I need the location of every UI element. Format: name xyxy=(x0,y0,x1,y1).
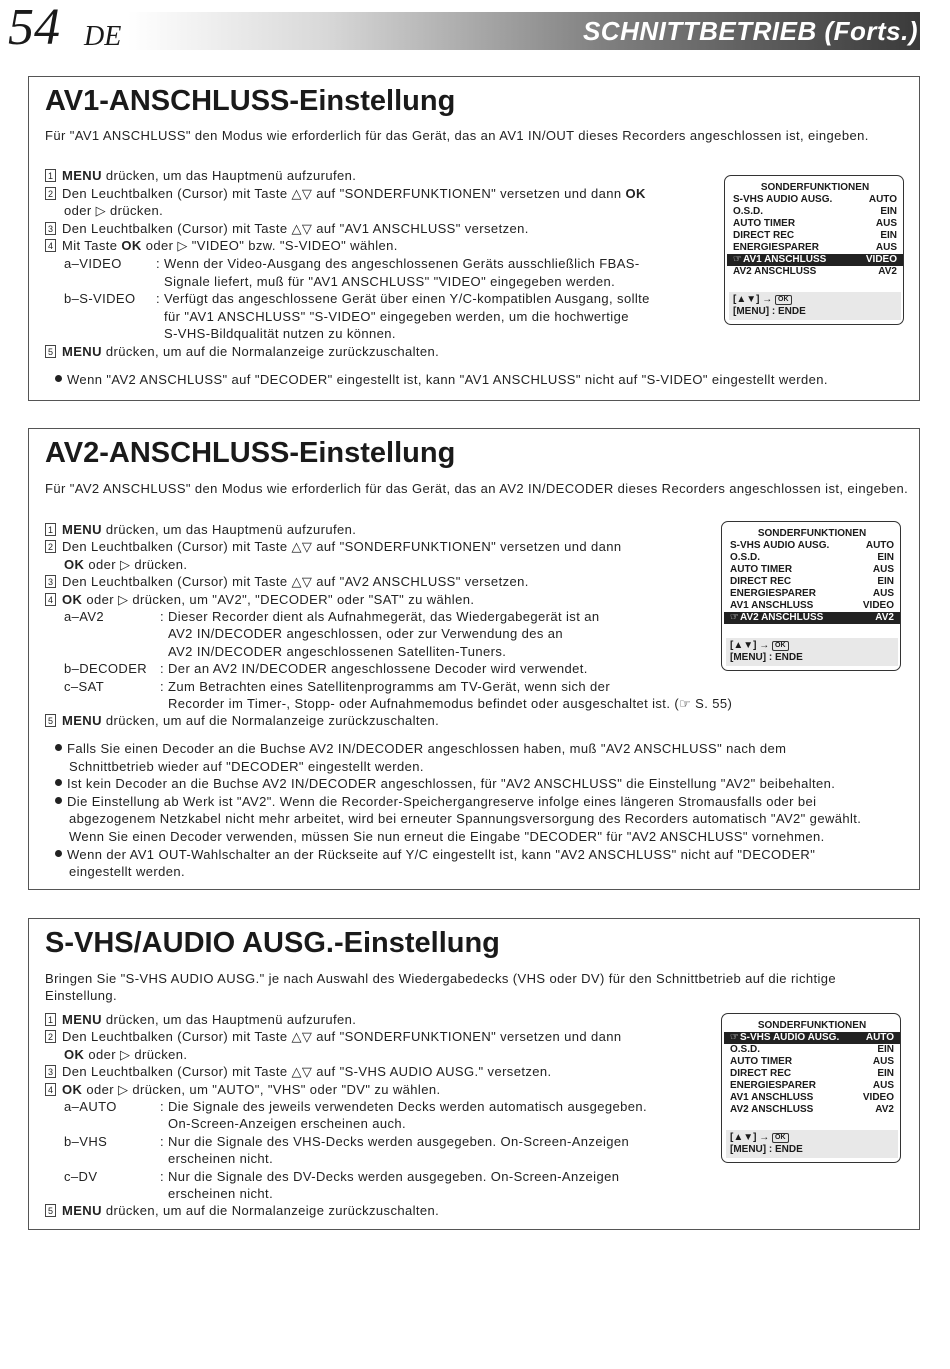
key-label: OK xyxy=(64,1046,85,1062)
step-number: 1 xyxy=(45,1013,56,1026)
menu-footer-end: [MENU] : ENDE xyxy=(730,652,803,663)
menu-row-value: AUS xyxy=(872,588,894,599)
page-title: SCHNITTBETRIEB (Forts.) xyxy=(582,16,918,46)
instruction-text: AV2 IN/DECODER angeschlossen, oder zur Verwendung des an xyxy=(168,626,564,642)
menu-row xyxy=(730,540,894,552)
menu-row xyxy=(730,1068,894,1080)
key-label: MENU xyxy=(62,522,102,537)
section-title: AV2-ANSCHLUSS-Einstellung xyxy=(45,437,456,469)
step-number: 3 xyxy=(45,575,56,588)
menu-row xyxy=(730,588,894,600)
instruction-text: : Wenn der Video-Ausgang des angeschlossenen Geräts ausschließlich FBAS- xyxy=(156,256,640,271)
sonderfunktionen-menu xyxy=(724,175,904,325)
note-line xyxy=(55,846,815,863)
menu-row-label: DIRECT REC xyxy=(730,1068,792,1079)
step-number: 5 xyxy=(45,714,56,727)
key-label: OK xyxy=(121,238,142,254)
instruction-text: für "AV1 ANSCHLUSS" "S-VIDEO" eingegeben werden, um die hochwertige xyxy=(164,308,629,324)
instruction-line xyxy=(64,678,610,695)
option-label: c–DV xyxy=(64,1168,98,1184)
menu-row-label: ENERGIESPARER xyxy=(730,1080,816,1091)
option-label: a–AV2 xyxy=(64,609,105,624)
key-label: MENU xyxy=(62,1012,102,1027)
section-title: S-VHS/AUDIO AUSG.-Einstellung xyxy=(45,927,500,959)
instruction-line xyxy=(164,325,396,342)
sonderfunktionen-menu xyxy=(721,521,901,671)
menu-row-value: EIN xyxy=(880,206,897,217)
menu-row-label: AV1 ANSCHLUSS xyxy=(730,1092,814,1103)
instruction-text: S-VHS-Bildqualität nutzen zu können. xyxy=(164,326,396,342)
note-text: Wenn der AV1 OUT-Wahlschalter an der Rückseite auf Y/C eingestellt ist, kann "AV2 ANSCHLUSS" nicht auf "DECODER" xyxy=(67,846,816,862)
instruction-line xyxy=(45,343,439,360)
pointer-hand-icon: ☞ xyxy=(730,612,739,623)
note-text: Die Einstellung ab Werk ist "AV2". Wenn die Recorder-Speichergangreserve infolge eines längeren Stromausfalls oder bei xyxy=(67,793,817,809)
instruction-line xyxy=(64,255,640,272)
menu-row-label: S-VHS AUDIO AUSG. xyxy=(733,194,833,205)
note-text: Ist kein Decoder an die Buchse AV2 IN/DECODER angeschlossen, für "AV2 ANSCHLUSS" die Einstellung "AV2" beibehalten. xyxy=(67,776,836,792)
instruction-text: : Die Signale des jeweils verwendeten Decks werden automatisch ausgegeben. xyxy=(160,1099,648,1114)
menu-row-value: AUTO xyxy=(868,194,897,205)
menu-row xyxy=(733,266,897,278)
step-number: 3 xyxy=(45,222,56,235)
note-line xyxy=(69,758,424,775)
nav-arrows-icon: [▲▼] → xyxy=(733,294,776,305)
section-intro: Bringen Sie "S-VHS AUDIO AUSG." je nach Auswahl des Wiedergabedecks (VHS oder DV) für den Schnittbetrieb auf die richtige Einstellung. xyxy=(45,971,837,1003)
instruction-text: : Nur die Signale des DV-Decks werden ausgegeben. On-Screen-Anzeigen xyxy=(160,1168,620,1184)
instruction-line xyxy=(168,695,732,712)
menu-row xyxy=(733,218,897,230)
option-label: b–S-VIDEO xyxy=(64,291,136,307)
instruction-line xyxy=(45,573,529,590)
bullet-icon xyxy=(55,850,62,857)
menu-row xyxy=(730,576,894,588)
step-number: 2 xyxy=(45,187,56,200)
menu-row xyxy=(733,230,897,242)
key-label: MENU xyxy=(62,713,102,729)
key-label: MENU xyxy=(62,344,102,359)
nav-arrows-icon: [▲▼] → xyxy=(730,640,773,651)
menu-row-label: AUTO TIMER xyxy=(730,564,793,575)
menu-row-label: S-VHS AUDIO AUSG. xyxy=(730,540,830,551)
instruction-line xyxy=(45,1063,552,1080)
menu-row-value: EIN xyxy=(877,1044,894,1055)
instruction-line xyxy=(64,202,163,219)
instruction-text: : Verfügt das angeschlossene Gerät über einen Y/C-kompatiblen Ausgang, sollte xyxy=(156,291,650,307)
menu-row-value: AUS xyxy=(872,1056,894,1067)
instruction-line xyxy=(64,608,600,625)
menu-row-label: AV2 ANSCHLUSS xyxy=(730,1104,814,1115)
instruction-line xyxy=(45,220,529,237)
note-line xyxy=(55,775,835,792)
instruction-text: erscheinen nicht. xyxy=(168,1151,274,1167)
menu-row-value: VIDEO xyxy=(862,600,894,611)
instruction-text: drücken, um das Hauptmenü aufzurufen. xyxy=(101,168,357,183)
nav-arrows-icon: [▲▼] → xyxy=(730,1132,773,1143)
menu-row xyxy=(730,1104,894,1116)
instruction-text: Den Leuchtbalken (Cursor) mit Taste △▽ auf "S-VHS AUDIO AUSG." versetzen. xyxy=(62,1064,552,1080)
note-text: Wenn "AV2 ANSCHLUSS" auf "DECODER" eingestellt ist, kann "AV1 ANSCHLUSS" nicht auf "S-VIDEO" eingestellt werden. xyxy=(67,372,828,387)
menu-row-label: O.S.D. xyxy=(733,206,764,217)
instruction-line xyxy=(168,1115,406,1132)
key-label: OK xyxy=(625,185,646,201)
menu-row xyxy=(733,194,897,206)
step-number: 2 xyxy=(45,540,56,553)
note-text: eingestellt werden. xyxy=(69,864,185,880)
instruction-line xyxy=(64,556,187,573)
option-label: a–AUTO xyxy=(64,1099,117,1114)
menu-row-selected xyxy=(727,254,903,266)
instruction-line xyxy=(64,290,650,307)
instruction-line xyxy=(45,167,356,184)
instruction-text: drücken, um auf die Normalanzeige zurückzuschalten. xyxy=(101,1203,440,1219)
pointer-hand-icon: ☞ xyxy=(733,254,742,265)
instruction-line xyxy=(45,1011,356,1028)
note-line xyxy=(69,828,825,845)
menu-row-value: AUS xyxy=(875,218,897,229)
menu-row-value: VIDEO xyxy=(865,254,897,265)
menu-footer xyxy=(729,292,901,320)
menu-row xyxy=(730,1044,894,1056)
bullet-icon xyxy=(55,797,62,804)
note-line xyxy=(69,863,185,880)
bullet-icon xyxy=(55,779,62,786)
instruction-text: Signale liefert, muß für "AV1 ANSCHLUSS" "VIDEO" eingegeben werden. xyxy=(164,273,616,289)
instruction-text: : Nur die Signale des VHS-Decks werden ausgegeben. On-Screen-Anzeigen xyxy=(160,1133,630,1149)
instruction-text: Recorder im Timer-, Stopp- oder Aufnahmemodus befindet oder ausgeschaltet ist. (☞ S. 55) xyxy=(168,696,733,711)
instruction-text: Den Leuchtbalken (Cursor) mit Taste △▽ auf "AV2 ANSCHLUSS" versetzen. xyxy=(62,574,529,590)
menu-row-label: AUTO TIMER xyxy=(730,1056,793,1067)
instruction-text: drücken, um das Hauptmenü aufzurufen. xyxy=(101,522,357,537)
option-label: a–VIDEO xyxy=(64,256,122,271)
step-number: 1 xyxy=(45,169,56,182)
page-header xyxy=(0,0,950,58)
instruction-line xyxy=(64,1046,187,1063)
instruction-text: drücken, um auf die Normalanzeige zurückzuschalten. xyxy=(101,344,440,359)
menu-row-label: DIRECT REC xyxy=(730,576,792,587)
instruction-text: AV2 IN/DECODER angeschlossenen Satelliten-Tuners. xyxy=(168,643,507,659)
menu-row-label: AUTO TIMER xyxy=(733,218,796,229)
instruction-text: Den Leuchtbalken (Cursor) mit Taste △▽ auf "SONDERFUNKTIONEN" versetzen und dann xyxy=(62,1029,622,1045)
option-label: b–DECODER xyxy=(64,661,148,677)
section-intro: Für "AV1 ANSCHLUSS" den Modus wie erforderlich für das Gerät, das an AV1 IN/OUT dieses Recorders angeschlossen ist, eingeben. xyxy=(45,128,869,143)
menu-row-value: AV2 xyxy=(878,266,897,277)
menu-row-label: ☞AV1 ANSCHLUSS xyxy=(733,254,827,265)
menu-footer xyxy=(726,1130,898,1158)
instruction-line xyxy=(168,625,563,642)
menu-row-value: EIN xyxy=(877,576,894,587)
key-label: OK xyxy=(62,1081,83,1097)
step-number: 1 xyxy=(45,523,56,536)
menu-footer-nav xyxy=(730,1132,894,1144)
menu-footer-end: [MENU] : ENDE xyxy=(733,306,806,317)
key-label: MENU xyxy=(62,1203,102,1219)
menu-row-label: DIRECT REC xyxy=(733,230,795,241)
instruction-text: drücken, um das Hauptmenü aufzurufen. xyxy=(101,1012,357,1027)
step-number: 5 xyxy=(45,345,56,358)
menu-row-selected xyxy=(724,612,900,624)
instruction-text: Mit Taste xyxy=(62,238,122,254)
pointer-hand-icon: ☞ xyxy=(730,1032,739,1043)
instruction-text: Den Leuchtbalken (Cursor) mit Taste △▽ auf "AV1 ANSCHLUSS" versetzen. xyxy=(62,220,529,236)
menu-row-label: AV1 ANSCHLUSS xyxy=(730,600,814,611)
key-label: OK xyxy=(64,556,85,572)
instruction-line xyxy=(45,521,356,538)
menu-row xyxy=(730,564,894,576)
menu-row xyxy=(733,242,897,254)
instruction-line xyxy=(45,1202,439,1219)
instruction-text: erscheinen nicht. xyxy=(168,1186,274,1201)
menu-row-label: O.S.D. xyxy=(730,1044,761,1055)
note-text: Schnittbetrieb wieder auf "DECODER" eingestellt werden. xyxy=(69,758,424,774)
menu-row-value: EIN xyxy=(880,230,897,241)
section-intro: Für "AV2 ANSCHLUSS" den Modus wie erforderlich für das Gerät, das an AV2 IN/DECODER dieses Recorders angeschlossen ist, eingeben. xyxy=(45,481,909,496)
option-label: b–VHS xyxy=(64,1133,108,1149)
menu-footer-nav xyxy=(730,640,894,652)
menu-heading: SONDERFUNKTIONEN xyxy=(757,1020,867,1031)
menu-footer xyxy=(726,638,898,666)
instruction-line xyxy=(45,1081,441,1098)
instruction-line xyxy=(168,1150,273,1167)
step-number: 4 xyxy=(45,1083,56,1096)
menu-row-selected xyxy=(724,1032,900,1044)
section-av1-anschluss xyxy=(28,76,920,401)
section-svhs-audio-ausg xyxy=(28,918,920,1230)
menu-footer-end: [MENU] : ENDE xyxy=(730,1144,803,1155)
menu-row-label: ENERGIESPARER xyxy=(733,242,819,253)
note-line xyxy=(55,371,828,388)
instruction-line xyxy=(45,712,439,729)
menu-row-value: AUS xyxy=(872,1080,894,1091)
instruction-line xyxy=(45,185,646,202)
note-line xyxy=(69,810,861,827)
instruction-line xyxy=(164,273,615,290)
key-label: MENU xyxy=(62,168,102,183)
instruction-line xyxy=(45,591,474,608)
section-av2-anschluss xyxy=(28,428,920,890)
menu-row-label: ☞S-VHS AUDIO AUSG. xyxy=(730,1032,840,1043)
menu-row-label: AV2 ANSCHLUSS xyxy=(733,266,817,277)
menu-row-label: O.S.D. xyxy=(730,552,761,563)
note-line xyxy=(55,740,786,757)
instruction-line xyxy=(45,538,622,555)
menu-row xyxy=(730,1056,894,1068)
language-code: DE xyxy=(84,21,122,52)
note-line xyxy=(55,793,816,810)
instruction-line xyxy=(45,1028,622,1045)
menu-row-value: AV2 xyxy=(875,612,894,623)
step-number: 4 xyxy=(45,239,56,252)
instruction-text: oder ▷ drücken, um "AV2", "DECODER" oder "SAT" zu wählen. xyxy=(82,591,475,607)
instruction-text: oder ▷ drücken. xyxy=(84,1046,188,1062)
instruction-text: : Zum Betrachten eines Satellitenprogramms am TV-Gerät, wenn sich der xyxy=(160,678,611,694)
instruction-line xyxy=(164,308,629,325)
instruction-line xyxy=(45,237,398,254)
option-label: c–SAT xyxy=(64,678,105,694)
menu-footer-nav xyxy=(733,294,897,306)
menu-row-value: AUTO xyxy=(865,540,894,551)
ok-button-icon: OK xyxy=(772,641,789,651)
instruction-text: Den Leuchtbalken (Cursor) mit Taste △▽ auf "SONDERFUNKTIONEN" versetzen und dann xyxy=(62,185,626,201)
menu-row-value: AV2 xyxy=(875,1104,894,1115)
note-text: abgezogenem Netzkabel nicht mehr arbeitet, wird bei erneuter Spannungsversorgung des Recorders automatisch "AV2" gewählt. xyxy=(69,811,862,827)
ok-button-icon: OK xyxy=(772,1133,789,1143)
menu-row-value: EIN xyxy=(877,552,894,563)
instruction-line xyxy=(64,1098,647,1115)
step-number: 5 xyxy=(45,1204,56,1217)
menu-row-value: VIDEO xyxy=(862,1092,894,1103)
menu-row-value: EIN xyxy=(877,1068,894,1079)
instruction-line xyxy=(168,643,506,660)
instruction-line xyxy=(64,1168,619,1185)
note-text: Falls Sie einen Decoder an die Buchse AV2 IN/DECODER angeschlossen haben, muß "AV2 ANSCHLUSS" nach dem xyxy=(67,741,787,756)
step-number: 3 xyxy=(45,1065,56,1078)
instruction-line xyxy=(168,1185,273,1202)
instruction-text: oder ▷ "VIDEO" bzw. "S-VIDEO" wählen. xyxy=(141,238,398,254)
step-number: 4 xyxy=(45,593,56,606)
instruction-text: : Dieser Recorder dient als Aufnahmegerät, das Wiedergabegerät ist an xyxy=(160,609,600,624)
bullet-icon xyxy=(55,375,62,382)
page-number: 54 xyxy=(8,0,60,56)
instruction-line xyxy=(64,1133,629,1150)
menu-heading: SONDERFUNKTIONEN xyxy=(757,528,867,539)
menu-row xyxy=(730,1080,894,1092)
note-text: Wenn Sie einen Decoder verwenden, müssen Sie nun erneut die Eingabe "DECODER" für "AV2 ANSCHLUSS" vornehmen. xyxy=(69,829,825,844)
sonderfunktionen-menu xyxy=(721,1013,901,1163)
menu-row-value: AUTO xyxy=(865,1032,894,1043)
menu-row xyxy=(730,1092,894,1104)
instruction-text: drücken, um auf die Normalanzeige zurückzuschalten. xyxy=(101,713,440,729)
bullet-icon xyxy=(55,744,62,751)
menu-row xyxy=(730,600,894,612)
menu-row xyxy=(733,206,897,218)
instruction-text: : Der an AV2 IN/DECODER angeschlossene Decoder wird verwendet. xyxy=(160,661,588,677)
instruction-text: oder ▷ drücken. xyxy=(64,203,164,219)
instruction-line xyxy=(64,660,588,677)
key-label: OK xyxy=(62,591,83,607)
menu-row xyxy=(730,552,894,564)
step-number: 2 xyxy=(45,1030,56,1043)
menu-row-value: AUS xyxy=(875,242,897,253)
instruction-text: oder ▷ drücken, um "AUTO", "VHS" oder "DV" zu wählen. xyxy=(82,1081,441,1097)
menu-row-label: ENERGIESPARER xyxy=(730,588,816,599)
instruction-text: On-Screen-Anzeigen erscheinen auch. xyxy=(168,1116,407,1132)
instruction-text: Den Leuchtbalken (Cursor) mit Taste △▽ auf "SONDERFUNKTIONEN" versetzen und dann xyxy=(62,539,622,555)
ok-button-icon: OK xyxy=(775,295,792,305)
menu-row-label: ☞AV2 ANSCHLUSS xyxy=(730,612,824,623)
section-title: AV1-ANSCHLUSS-Einstellung xyxy=(45,85,456,117)
menu-row-value: AUS xyxy=(872,564,894,575)
instruction-text: oder ▷ drücken. xyxy=(84,556,188,572)
menu-heading: SONDERFUNKTIONEN xyxy=(760,182,870,193)
